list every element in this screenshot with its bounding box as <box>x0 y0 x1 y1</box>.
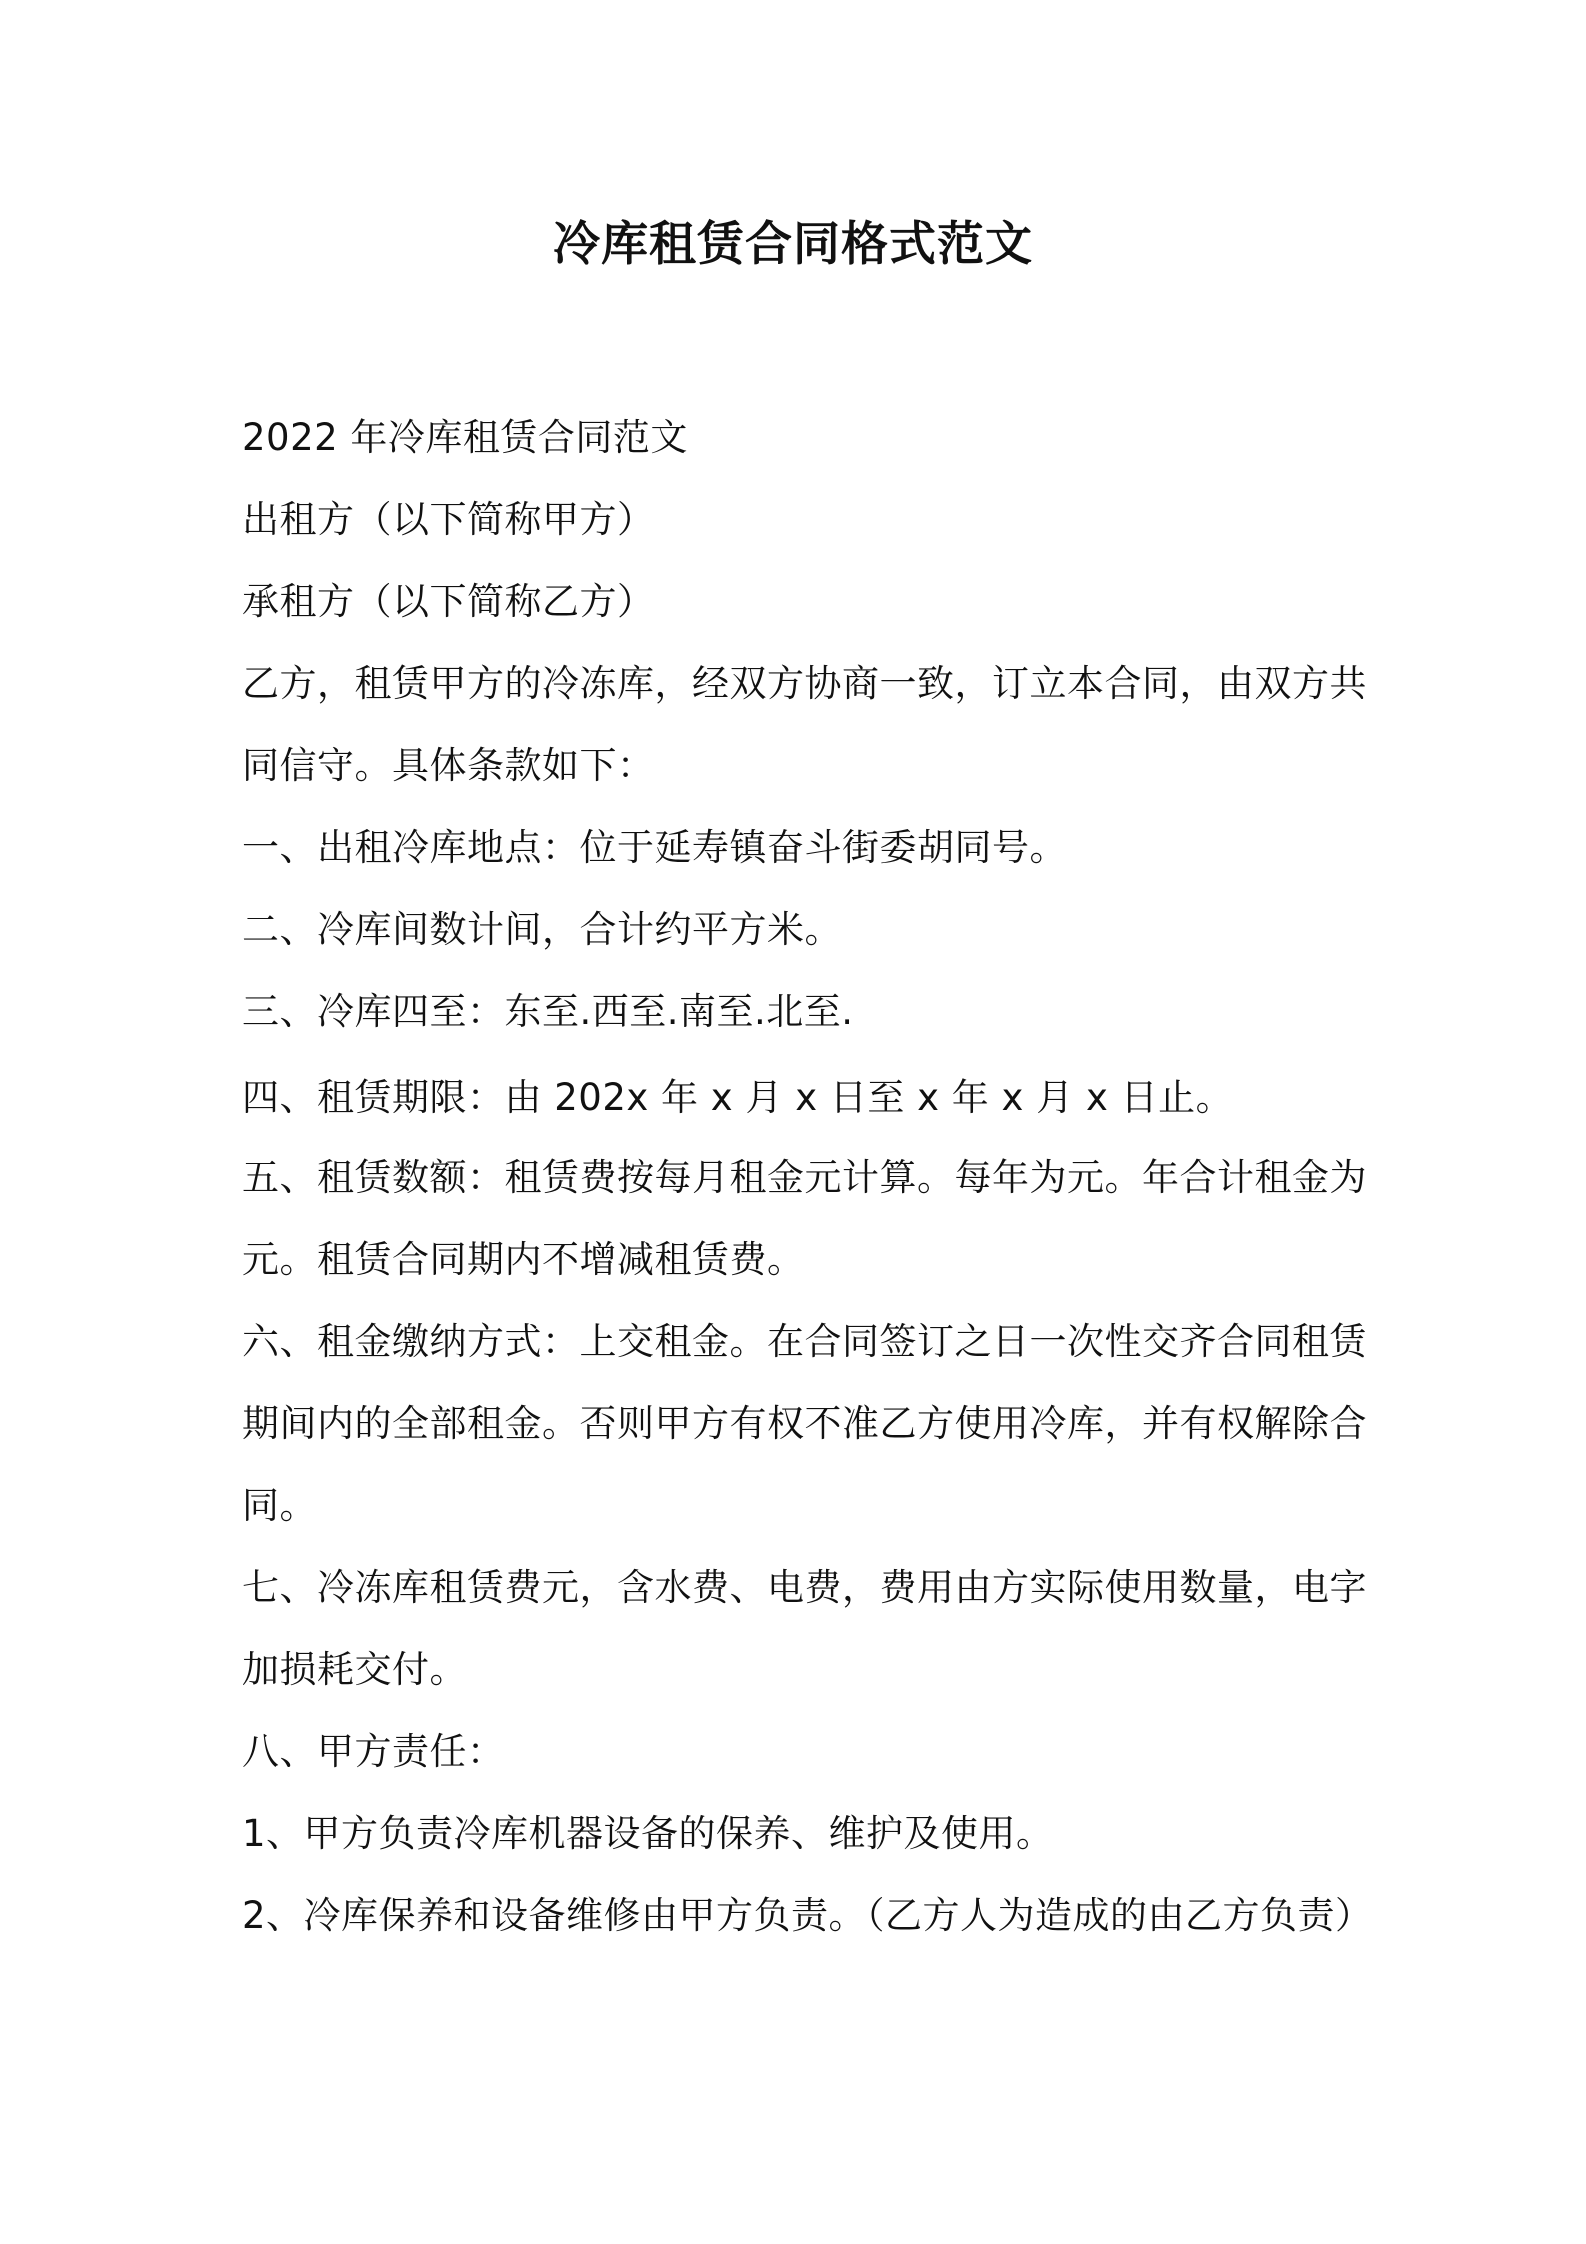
clause-8-item-2: 2、冷库保养和设备维修由甲方负责。（乙方人为造成的由乙方负责） <box>242 1894 1373 1937</box>
clause-5-line-1: 五、租赁数额：租赁费按每月租金元计算。每年为元。年合计租金为 <box>242 1156 1367 1199</box>
clause-3: 三、冷库四至：东至.西至.南至.北至. <box>242 990 854 1033</box>
clause-5-line-2: 元。租赁合同期内不增减租赁费。 <box>242 1238 805 1281</box>
clause-6-line-2: 期间内的全部租金。否则甲方有权不准乙方使用冷库，并有权解除合 <box>242 1402 1367 1445</box>
intro-line-2: 同信守。具体条款如下： <box>242 744 655 787</box>
intro-line-1: 乙方，租赁甲方的冷冻库，经双方协商一致，订立本合同，由双方共 <box>242 662 1367 705</box>
clause-4: 四、租赁期限：由 202x 年 x 月 x 日至 x 年 x 月 x 日止。 <box>242 1076 1234 1119</box>
lessor-line: 出租方（以下简称甲方） <box>242 498 655 541</box>
subtitle-line: 2022 年冷库租赁合同范文 <box>242 416 688 459</box>
lessee-line: 承租方（以下简称乙方） <box>242 580 655 623</box>
clause-8-item-1: 1、甲方负责冷库机器设备的保养、维护及使用。 <box>242 1812 1054 1855</box>
clause-6-line-3: 同。 <box>242 1484 317 1527</box>
clause-1: 一、出租冷库地点：位于延寿镇奋斗街委胡同号。 <box>242 826 1067 869</box>
clause-7-line-1: 七、冷冻库租赁费元，含水费、电费，费用由方实际使用数量，电字 <box>242 1566 1367 1609</box>
clause-8-heading: 八、甲方责任： <box>242 1730 505 1773</box>
clause-2: 二、冷库间数计间，合计约平方米。 <box>242 908 842 951</box>
clause-7-line-2: 加损耗交付。 <box>242 1648 467 1691</box>
document-title: 冷库租赁合同格式范文 <box>553 217 1033 272</box>
clause-6-line-1: 六、租金缴纳方式：上交租金。在合同签订之日一次性交齐合同租赁 <box>242 1320 1367 1363</box>
